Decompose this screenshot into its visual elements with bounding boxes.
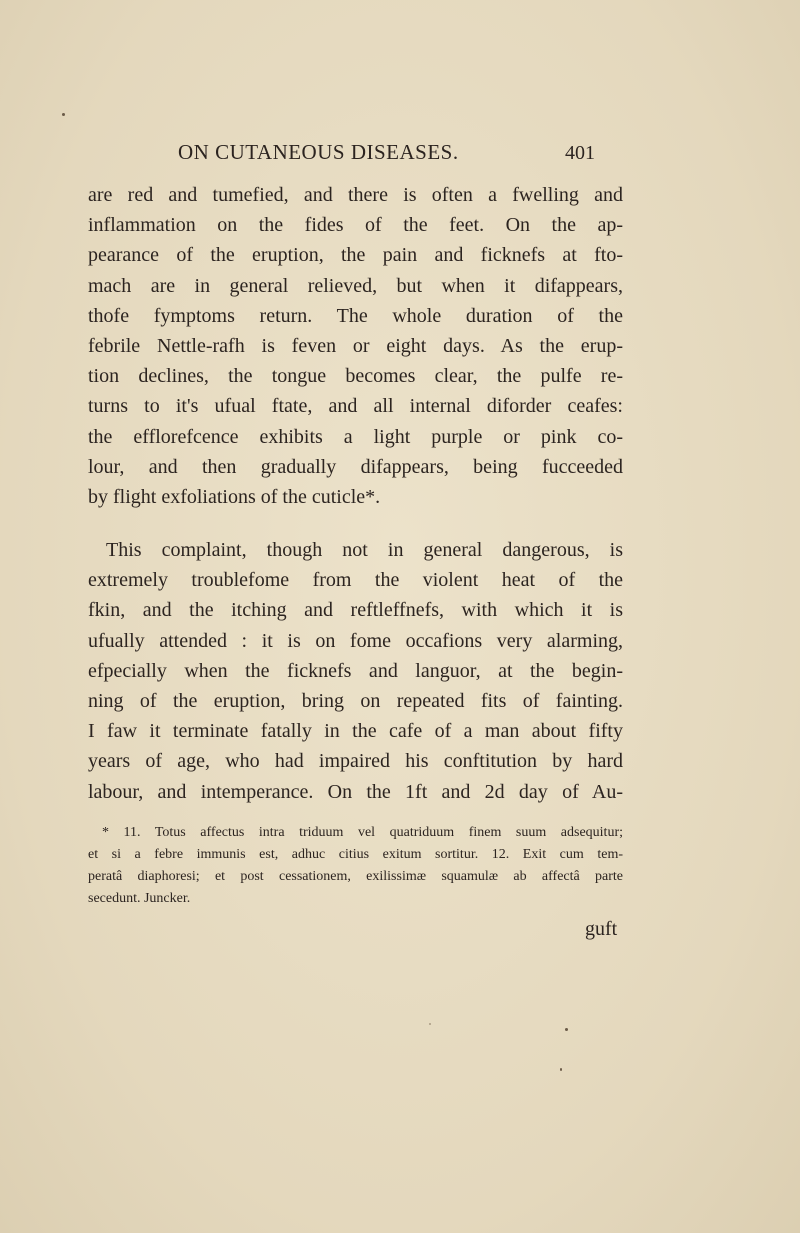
paragraph-2 bbox=[88, 535, 623, 807]
paper-speck bbox=[62, 113, 65, 116]
paper-speck bbox=[560, 1068, 562, 1071]
text-line: extremely troublefome from the violent heat of the bbox=[88, 569, 623, 592]
text-line: are red and tumefied, and there is often a fwelling and bbox=[88, 184, 623, 206]
text-line: ufually attended : it is on fome occafions very alarming, bbox=[88, 629, 623, 652]
text-line: fkin, and the itching and reftleffnefs, with which it is bbox=[88, 599, 623, 622]
text-line: turns to it's ufual ftate, and all internal diforder ceafes: bbox=[88, 395, 623, 418]
text-line: thofe fymptoms return. The whole duration of the bbox=[88, 304, 623, 327]
running-title: ON CUTANEOUS DISEASES. bbox=[178, 140, 459, 164]
paper-speck bbox=[565, 1028, 568, 1031]
text-line: by flight exfoliations of the cuticle*. bbox=[88, 485, 381, 508]
text-line: lour, and then gradually difappears, being fucceeded bbox=[88, 455, 623, 478]
text-line: efpecially when the ficknefs and languor, at the begin- bbox=[88, 659, 623, 682]
text-line: inflammation on the fides of the feet. On the ap- bbox=[88, 214, 623, 237]
text-line: I faw it terminate fatally in the cafe of a man about fifty bbox=[88, 720, 623, 743]
paragraph-1 bbox=[88, 180, 623, 512]
catchword: guft bbox=[585, 918, 618, 940]
paragraph-gap bbox=[88, 512, 623, 535]
text-line: This complaint, though not in general dangerous, is bbox=[106, 539, 623, 562]
text-line: the efflorefcence exhibits a light purple or pink co- bbox=[88, 425, 623, 448]
text-line: pearance of the eruption, the pain and ficknefs at fto- bbox=[88, 244, 623, 267]
paper-speck bbox=[429, 1023, 431, 1025]
text-line: febrile Nettle-rafh is feven or eight days. As the erup- bbox=[88, 334, 623, 357]
text-line: years of age, who had impaired his conftitution by hard bbox=[88, 750, 623, 773]
body-text bbox=[88, 180, 623, 807]
page-number: 401 bbox=[565, 142, 595, 164]
footnote-line: * 11. Totus affectus intra triduum vel quatriduum finem suum adsequitur; bbox=[102, 825, 623, 840]
footnote-line: secedunt. Juncker. bbox=[88, 891, 191, 906]
text-line: labour, and intemperance. On the 1ft and 2d day of Au- bbox=[88, 780, 623, 803]
footnote-line: peratâ diaphoresi; et post cessationem, exilissimæ squamulæ ab affectâ parte bbox=[88, 869, 623, 884]
text-line: ning of the eruption, bring on repeated fits of fainting. bbox=[88, 690, 623, 712]
page-header bbox=[0, 140, 800, 172]
footnote-line: et si a febre immunis est, adhuc citius exitum sortitur. 12. Exit cum tem- bbox=[88, 847, 623, 862]
text-line: tion declines, the tongue becomes clear, the pulfe re- bbox=[88, 365, 623, 388]
footnote bbox=[88, 822, 623, 910]
text-line: mach are in general relieved, but when it difappears, bbox=[88, 274, 623, 297]
